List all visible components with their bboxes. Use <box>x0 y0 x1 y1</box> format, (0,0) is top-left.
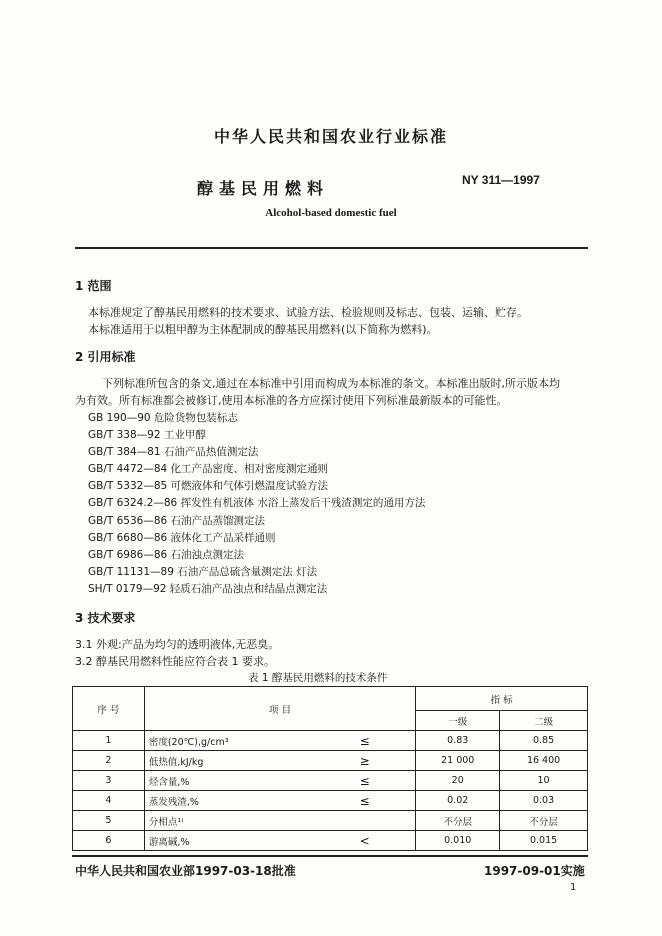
header-divider <box>75 247 588 249</box>
column-header-no: 序 号 <box>73 687 145 731</box>
row-operator: ≥ <box>314 751 416 771</box>
row-grade-2: 0.03 <box>500 791 588 811</box>
section-1-heading: 1 范围 <box>75 279 112 293</box>
row-grade-1: 0.010 <box>416 831 500 851</box>
column-header-grade-1: 一级 <box>416 711 500 731</box>
reference-item: GB/T 5332—85 可燃液体和气体引燃温度试验方法 <box>88 480 329 492</box>
english-title: Alcohol-based domestic fuel <box>265 207 397 219</box>
reference-item: GB/T 6986—86 石油浊点测定法 <box>88 549 245 561</box>
row-no: 3 <box>73 771 145 791</box>
row-operator: ≤ <box>314 771 416 791</box>
row-no: 4 <box>73 791 145 811</box>
section-2-intro-line-1: 下列标准所包含的条文,通过在本标准中引用而构成为本标准的条文。本标准出版时,所示版本均 <box>102 377 560 390</box>
table-row <box>73 731 588 751</box>
row-grade-2: 10 <box>500 771 588 791</box>
document-title: 醇基民用燃料 <box>197 179 330 198</box>
row-operator: ≤ <box>314 731 416 751</box>
table-row <box>73 831 588 851</box>
row-operator: ≤ <box>314 791 416 811</box>
row-grade-1: 0.02 <box>416 791 500 811</box>
row-grade-2: 0.015 <box>500 831 588 851</box>
row-item: 密度(20℃),g/cm³ <box>144 731 314 751</box>
standard-code: NY 311—1997 <box>462 173 540 187</box>
row-no: 2 <box>73 751 145 771</box>
reference-item: GB/T 338—92 工业甲醇 <box>88 429 206 441</box>
row-no: 6 <box>73 831 145 851</box>
row-no: 1 <box>73 731 145 751</box>
reference-item: GB/T 6680—86 液体化工产品采样通则 <box>88 532 276 544</box>
row-item: 蒸发残渣,% <box>144 791 314 811</box>
reference-item: GB/T 4472—84 化工产品密度、相对密度测定通则 <box>88 463 329 475</box>
column-header-item: 项 目 <box>144 687 415 731</box>
table-row <box>73 811 588 831</box>
row-item: 分相点¹⁾ <box>144 811 314 831</box>
reference-item: GB/T 6536—86 石油产品蒸馏测定法 <box>88 515 266 527</box>
row-grade-2: 0.85 <box>500 731 588 751</box>
row-operator <box>314 811 416 831</box>
row-grade-2: 16 400 <box>500 751 588 771</box>
standard-category: 中华人民共和国农业行业标准 <box>213 127 448 146</box>
section-2-heading: 2 引用标准 <box>75 350 136 364</box>
row-grade-1: 20 <box>416 771 500 791</box>
page-number: 1 <box>570 882 577 893</box>
column-header-index: 指 标 <box>416 687 588 711</box>
row-grade-1: 0.83 <box>416 731 500 751</box>
table-row <box>73 771 588 791</box>
row-no: 5 <box>73 811 145 831</box>
table-row <box>73 791 588 811</box>
section-1-para-1: 本标准规定了醇基民用燃料的技术要求、试验方法、检验规则及标志、包装、运输、贮存。 <box>88 306 528 319</box>
row-grade-1: 21 000 <box>416 751 500 771</box>
clause-3-1: 3.1 外观:产品为均匀的透明液体,无恶臭。 <box>75 638 280 651</box>
row-grade-1: 不分层 <box>416 811 500 831</box>
row-grade-2: 不分层 <box>500 811 588 831</box>
reference-item: GB 190—90 危险货物包装标志 <box>88 412 238 424</box>
reference-item: GB/T 6324.2—86 挥发性有机液体 水浴上蒸发后干残渣测定的通用方法 <box>88 497 426 509</box>
table-row <box>73 751 588 771</box>
spec-table <box>72 686 588 851</box>
clause-3-2: 3.2 醇基民用燃料性能应符合表 1 要求。 <box>75 655 275 668</box>
reference-item: GB/T 384—81 石油产品热值测定法 <box>88 446 259 458</box>
table-caption: 表 1 醇基民用燃料的技术条件 <box>248 672 388 684</box>
row-item: 低热值,kJ/kg <box>144 751 314 771</box>
section-3-heading: 3 技术要求 <box>75 611 136 625</box>
implementation-date: 1997-09-01实施 <box>484 864 585 878</box>
approval-line: 中华人民共和国农业部1997-03-18批准 <box>75 864 296 878</box>
section-2-intro-line-2: 为有效。所有标准都会被修订,使用本标准的各方应探讨使用下列标准最新版本的可能性。 <box>75 394 508 407</box>
row-item: 烃含量,% <box>144 771 314 791</box>
footer-divider <box>72 855 588 857</box>
reference-item: SH/T 0179—92 轻质石油产品浊点和结晶点测定法 <box>88 583 328 595</box>
section-1-para-2: 本标准适用于以粗甲醇为主体配制成的醇基民用燃料(以下简称为燃料)。 <box>88 323 438 336</box>
reference-item: GB/T 11131—89 石油产品总硫含量测定法 灯法 <box>88 566 318 578</box>
column-header-grade-2: 二级 <box>500 711 588 731</box>
row-item: 游离碱,% <box>144 831 314 851</box>
row-operator: < <box>314 831 416 851</box>
